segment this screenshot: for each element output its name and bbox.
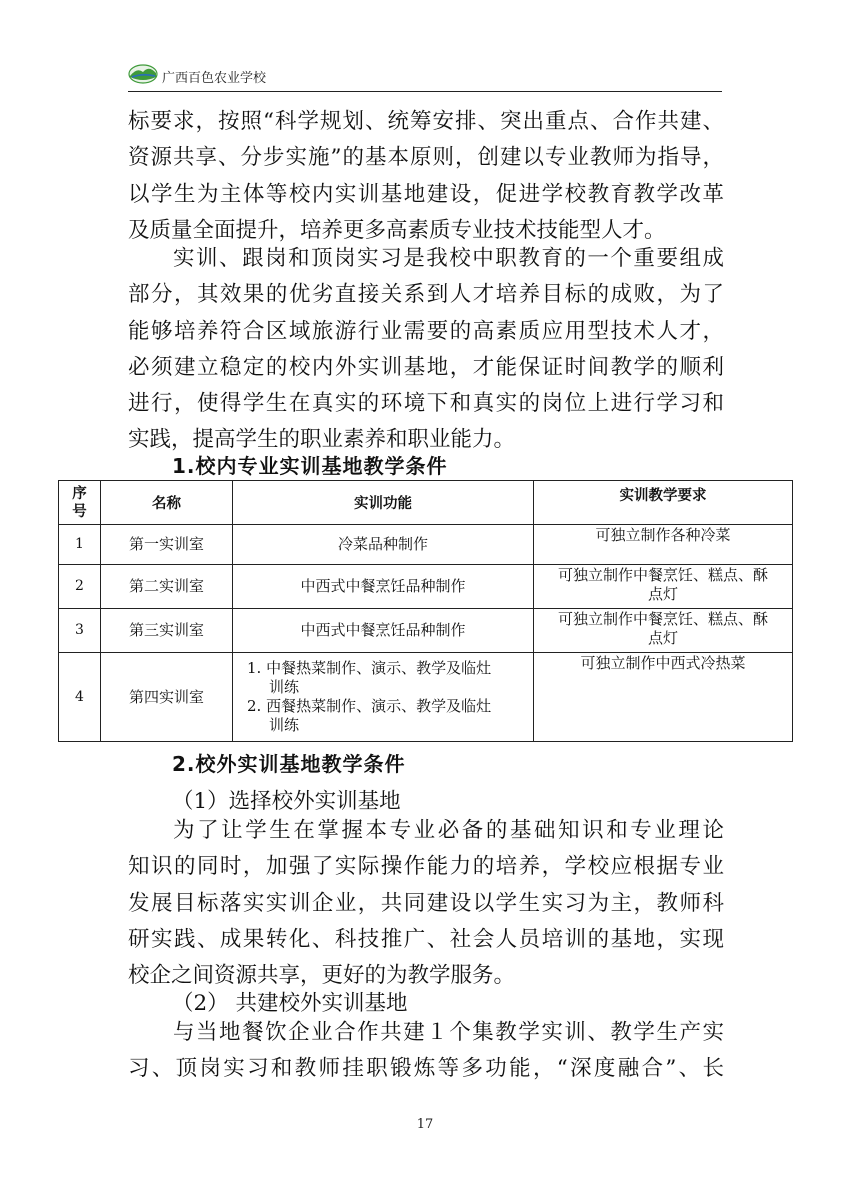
text-line: 研实践、成果转化、科技推广、社会人员培训的基地，实现: [128, 926, 724, 952]
column-header-function: 实训功能: [233, 481, 534, 525]
cell-name: 第二实训室: [101, 565, 233, 609]
paragraph-4: [128, 1015, 724, 1088]
text-line: 发展目标落实实训企业，共同建设以学生实习为主，教师科: [128, 890, 724, 916]
cell-requirement: [534, 525, 793, 565]
paragraph-1: [128, 104, 724, 249]
text-line: 必须建立稳定的校内外实训基地，才能保证时间教学的顺利: [128, 354, 724, 380]
text-line: 校企之间资源共享，更好的为教学服务。: [128, 963, 516, 989]
table-header-row: [59, 481, 793, 525]
function-line: 中西式中餐烹饪品种制作: [300, 577, 466, 595]
paragraph-2: [128, 241, 724, 459]
text-line: 进行，使得学生在真实的环境下和真实的岗位上进行学习和: [128, 391, 724, 417]
cell-requirement: [534, 609, 793, 653]
cell-function: [233, 609, 534, 653]
text-line: 习、顶岗实习和教师挂职锻炼等多功能，“深度融合”、长: [128, 1056, 724, 1082]
text-line: 部分，其效果的优劣直接关系到人才培养目标的成败，为了: [128, 282, 724, 308]
cell-function: [233, 653, 534, 742]
text-line: 及质量全面提升，培养更多高素质专业技术技能型人才。: [128, 217, 666, 243]
school-logo-icon: [128, 61, 158, 85]
column-header-number: [59, 481, 101, 525]
header-divider: [128, 91, 722, 92]
text-line: 资源共享、分步实施”的基本原则，创建以专业教师为指导，: [128, 145, 724, 171]
subsection-heading-2: （2） 共建校外实训基地: [172, 991, 408, 1016]
text-line: 与当地餐饮企业合作共建１个集教学实训、教学生产实: [173, 1020, 724, 1045]
section-heading-2: 2.校外实训基地教学条件: [172, 752, 406, 776]
table-row: [59, 653, 793, 742]
table-row: [59, 609, 793, 653]
cell-name: 第一实训室: [101, 525, 233, 565]
cell-number: 2: [59, 565, 101, 609]
page-number: 17: [416, 1117, 434, 1132]
requirement-line: 可独立制作中西式冷热菜: [580, 654, 746, 672]
table-row: [59, 565, 793, 609]
subsection-heading-1: （1）选择校外实训基地: [172, 789, 401, 814]
function-line: 训练: [269, 678, 300, 696]
text-line: 为了让学生在掌握本专业必备的基础知识和专业理论: [173, 818, 724, 843]
cell-requirement: [534, 565, 793, 609]
requirement-line: 可独立制作中餐烹饪、糕点、酥: [557, 610, 768, 628]
function-line: 中西式中餐烹饪品种制作: [300, 621, 466, 639]
cell-number: 3: [59, 609, 101, 653]
text-line: 标要求，按照“科学规划、统筹安排、突出重点、合作共建、: [128, 109, 724, 134]
cell-function: [233, 565, 534, 609]
requirement-line: 点灯: [647, 629, 678, 647]
cell-requirement: [534, 653, 793, 742]
text-line: 能够培养符合区域旅游行业需要的高素质应用型技术人才，: [128, 318, 724, 344]
cell-number: 1: [59, 525, 101, 565]
header-no-line: 号: [72, 503, 87, 520]
school-name: 广西百色农业学校: [162, 71, 267, 86]
header-no-line: 序: [72, 485, 87, 502]
paragraph-3: [128, 813, 724, 994]
text-line: 实践，提高学生的职业素养和职业能力。: [128, 427, 516, 453]
requirement-line: 可独立制作各种冷菜: [595, 526, 731, 544]
cell-number: 4: [59, 653, 101, 742]
requirement-line: 点灯: [647, 585, 678, 603]
cell-name: 第四实训室: [101, 653, 233, 742]
text-line: 实训、跟岗和顶岗实习是我校中职教育的一个重要组成: [173, 246, 724, 271]
text-line: 知识的同时，加强了实际操作能力的培养，学校应根据专业: [128, 854, 724, 880]
column-header-requirement: 实训教学要求: [534, 481, 793, 525]
function-line: 训练: [269, 716, 300, 734]
section-heading-1: 1.校内专业实训基地教学条件: [172, 454, 448, 478]
cell-function: [233, 525, 534, 565]
function-line: 1. 中餐热菜制作、演示、教学及临灶: [247, 659, 492, 677]
function-line: 2. 西餐热菜制作、演示、教学及临灶: [247, 697, 492, 715]
function-line: 冷菜品种制作: [337, 535, 428, 553]
text-line: 以学生为主体等校内实训基地建设，促进学校教育教学改革: [128, 181, 724, 207]
cell-name: 第三实训室: [101, 609, 233, 653]
column-header-name: 名称: [101, 481, 233, 525]
requirement-line: 可独立制作中餐烹饪、糕点、酥: [557, 566, 768, 584]
page-header: [128, 58, 720, 92]
training-room-table: [58, 480, 793, 742]
table-row: [59, 525, 793, 565]
